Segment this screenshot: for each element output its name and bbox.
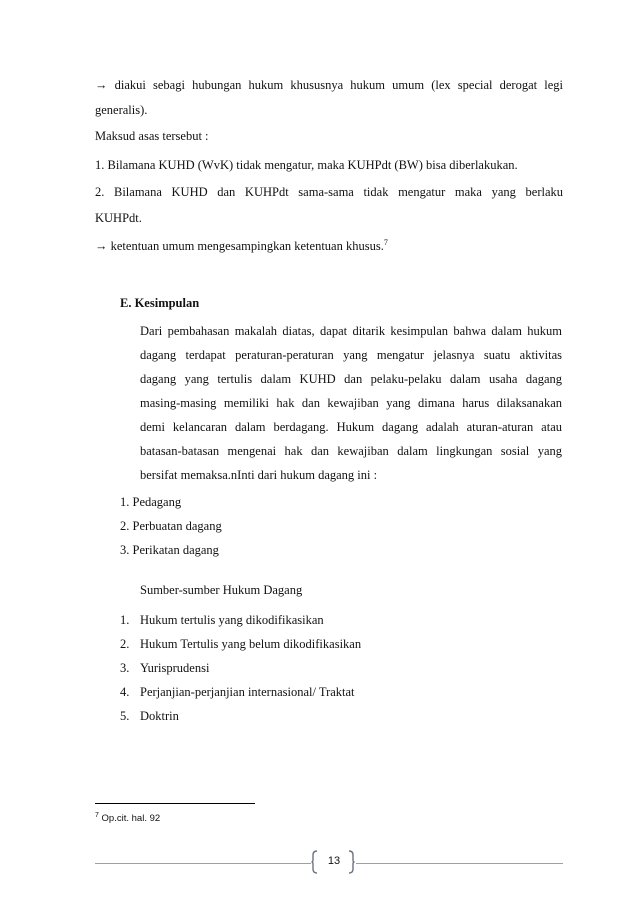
intro-line-2: generalis). (95, 103, 148, 117)
sumber-num-2: 2. (120, 637, 130, 651)
footnote-text: Op.cit. hal. 92 (98, 813, 161, 824)
ketentuan-line (95, 238, 388, 254)
footnote-ref: 7 (383, 237, 388, 247)
sumber-num-4: 4. (120, 685, 130, 699)
intro-item-2a: 2. Bilamana KUHD dan KUHPdt sama-sama tidak mengatur maka yang berlaku (95, 185, 563, 199)
intro-item-2b: KUHPdt. (95, 211, 142, 225)
page-number: 13 (327, 855, 341, 867)
sumber-item-2: Hukum Tertulis yang belum dikodifikasikan (140, 637, 362, 651)
intro-item-1: 1. Bilamana KUHD (WvK) tidak mengatur, maka KUHPdt (BW) bisa diberlakukan. (95, 158, 518, 172)
maksud-line: Maksud asas tersebut : (95, 129, 209, 143)
para-line-3: dagang yang tertulis dalam KUHD dan pelaku-pelaku dalam usaha dagang (140, 372, 562, 386)
para-line-4: masing-masing memiliki hak dan kewajiban yang dimana harus dilaksanakan (140, 396, 562, 410)
footnote-number: 7 (95, 811, 99, 819)
inti-item-1: 1. Pedagang (120, 495, 182, 509)
para-line-7: bersifat memaksa.nInti dari hukum dagang ini : (140, 468, 378, 482)
footnote-rule (95, 803, 255, 804)
footer-line-left (95, 863, 311, 864)
sumber-num-5: 5. (120, 709, 130, 723)
ketentuan-text: → ketentuan umum mengesampingkan ketentuan khusus. (95, 239, 384, 253)
sumber-item-4: Perjanjian-perjanjian internasional/ Traktat (140, 685, 355, 699)
sumber-num-1: 1. (120, 613, 130, 627)
sumber-item-5: Doktrin (140, 709, 179, 723)
footer-line-right (356, 863, 563, 864)
footnote (95, 813, 160, 824)
sumber-item-1: Hukum tertulis yang dikodifikasikan (140, 613, 324, 627)
para-line-2: dagang terdapat peraturan-peraturan yang mengatur jelasnya suatu aktivitas (140, 348, 562, 362)
sumber-num-3: 3. (120, 661, 130, 675)
intro-line-1: → diakui sebagi hubungan hukum khususnya hukum umum (lex special derogat legi (95, 78, 563, 92)
sumber-item-3: Yurisprudensi (140, 661, 210, 675)
para-line-1: Dari pembahasan makalah diatas, dapat ditarik kesimpulan bahwa dalam hukum (140, 324, 562, 338)
sumber-title: Sumber-sumber Hukum Dagang (140, 583, 303, 597)
section-heading: E. Kesimpulan (120, 296, 200, 310)
para-line-5: demi kelancaran dalam berdagang. Hukum dagang adalah aturan-aturan atau (140, 420, 562, 434)
inti-item-2: 2. Perbuatan dagang (120, 519, 222, 533)
para-line-6: batasan-batasan mengenai hak dan kewajiban dalam lingkungan sosial yang (140, 444, 562, 458)
inti-item-3: 3. Perikatan dagang (120, 543, 219, 557)
